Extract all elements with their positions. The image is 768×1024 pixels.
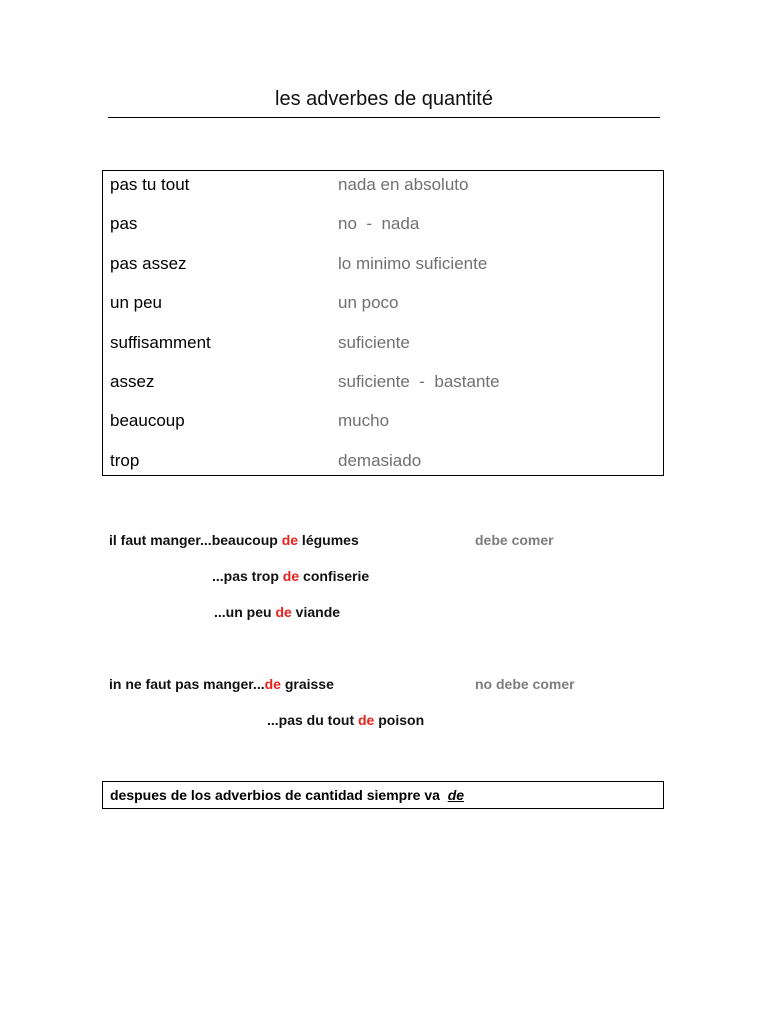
example-text: confiserie [299,568,370,584]
page-title: les adverbes de quantité [275,88,493,110]
spanish-translation: no - nada [338,214,420,233]
spanish-translation: suficiente [338,333,410,352]
de-highlight: de [358,712,375,728]
vocabulary-table [102,170,664,476]
rule-note-box [102,781,664,809]
example-text: il faut manger...beaucoup [109,532,282,548]
example-sentence [109,531,359,549]
vocab-row [103,172,663,198]
de-highlight: de [282,568,300,584]
french-term: pas tu tout [110,175,190,194]
example-text: in ne faut pas manger... [109,676,265,692]
spanish-translation: mucho [338,411,390,430]
example-text: légumes [298,532,359,548]
example-text: ...un peu [214,604,276,620]
spanish-translation: lo minimo suficiente [338,254,488,273]
vocab-row [103,251,663,277]
french-term: beaucoup [110,411,185,430]
example-sentence [214,603,340,621]
de-highlight: de [264,676,281,692]
example-text: viande [291,604,341,620]
spanish-translation: un poco [338,293,399,312]
rule-note-emphasis: de [447,787,465,803]
french-term: pas assez [110,254,187,273]
french-term: trop [110,451,140,470]
vocab-row [103,448,663,474]
example-text: ...pas du tout [267,712,358,728]
rule-note-text: despues de los adverbios de cantidad siempre va [110,787,448,803]
vocab-row [103,211,663,237]
example-text: graisse [280,676,334,692]
french-term: assez [110,372,155,391]
french-term: pas [110,214,138,233]
spanish-translation: demasiado [338,451,422,470]
vocab-row [103,290,663,316]
spanish-translation: suficiente - bastante [338,372,500,391]
example-sentence [212,567,369,585]
example-text: poison [374,712,425,728]
example-translation: debe comer [475,532,554,548]
vocab-row [103,408,663,434]
vocab-row [103,330,663,356]
example-sentence [109,675,334,693]
example-translation: no debe comer [475,676,575,692]
de-highlight: de [275,604,292,620]
vocab-row [103,369,663,395]
french-term: suffisamment [110,333,211,352]
de-highlight: de [281,532,299,548]
title-underline [108,117,660,118]
example-text: ...pas trop [212,568,283,584]
spanish-translation: nada en absoluto [338,175,469,194]
french-term: un peu [110,293,162,312]
example-sentence [267,711,424,729]
